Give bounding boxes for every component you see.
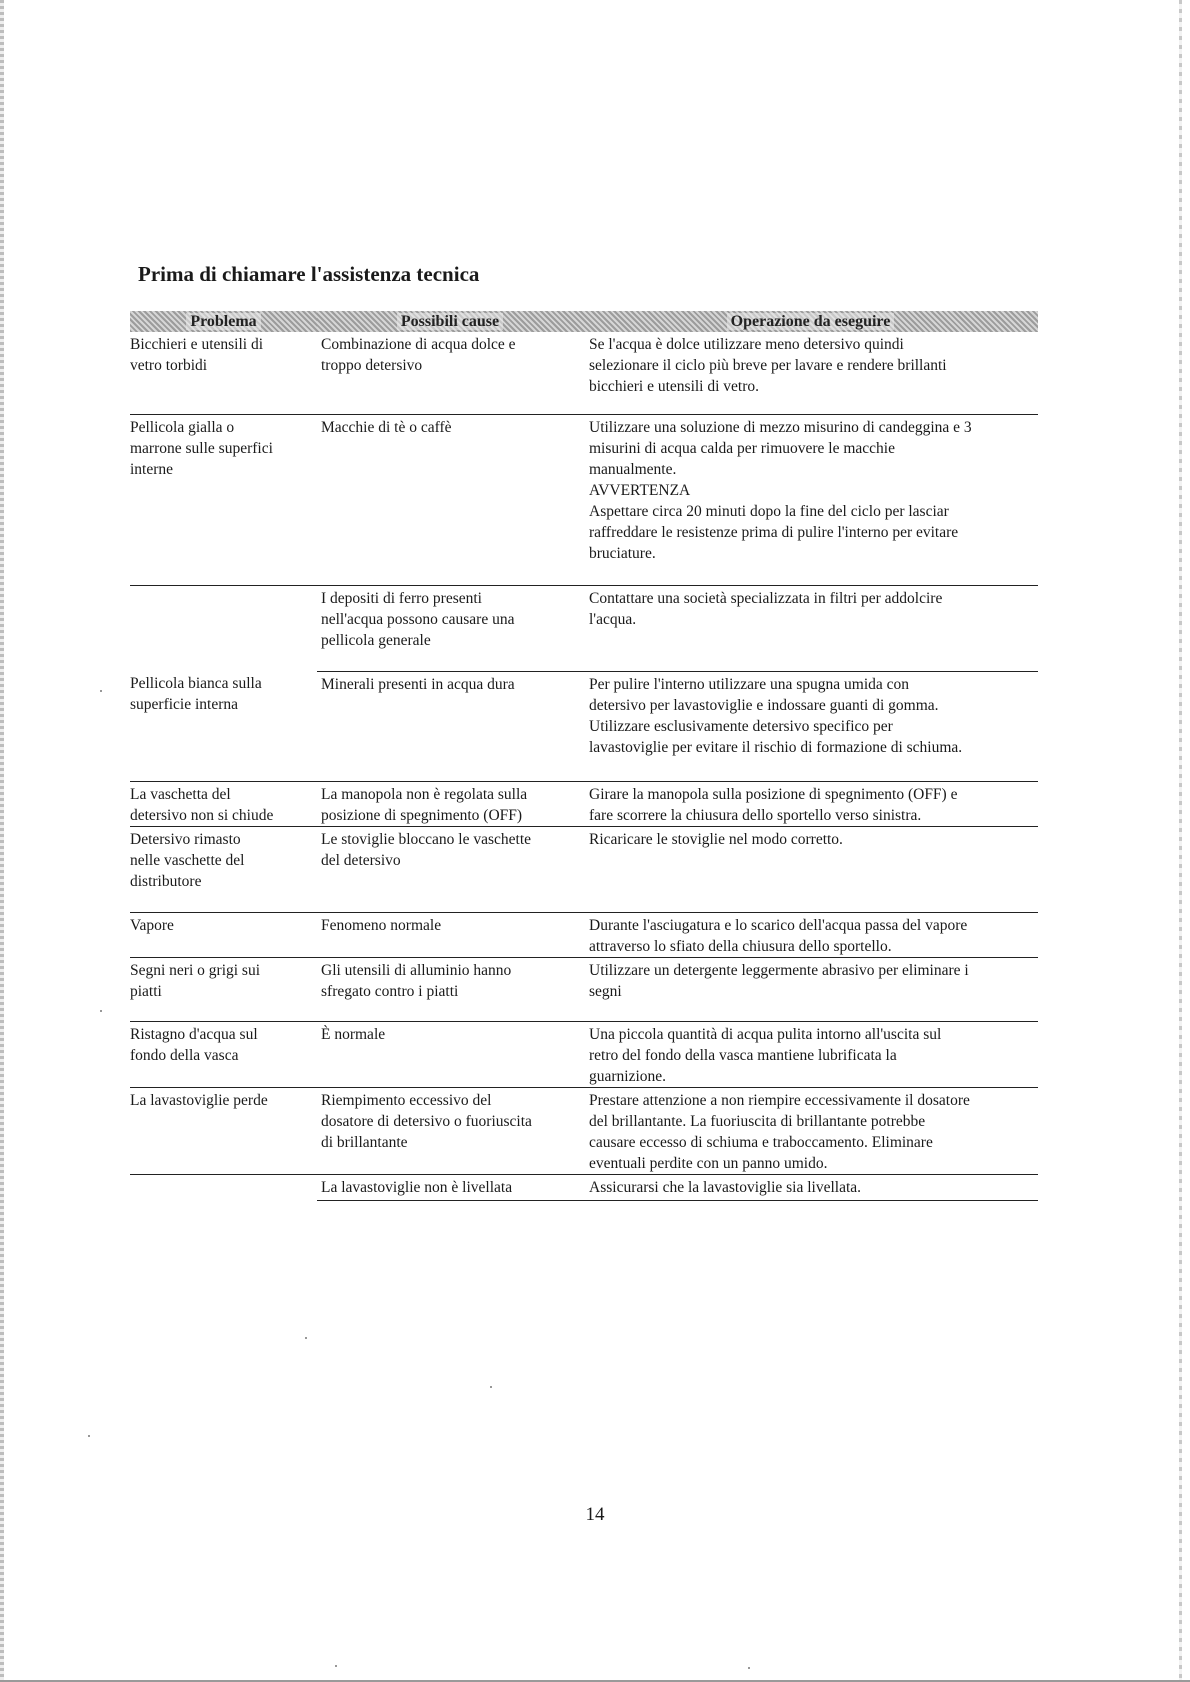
cause-cell: Combinazione di acqua dolce e troppo detersivo [317,332,583,414]
cause-cell: La lavastoviglie non è livellata [317,1174,583,1200]
table-row [130,585,1038,671]
action-cell: Prestare attenzione a non riempire eccessivamente il dosatore del brillantante. La fuoriuscita di brillantante potrebbe causare eccesso di schiuma e traboccamento. Eliminare eventuali perdite con un panno umido. [583,1087,1038,1174]
action-cell: Utilizzare una soluzione di mezzo misurino di candeggina e 3 misurini di acqua calda per rimuovere le macchie manualmente. AVVERTENZA Aspettare circa 20 minuti dopo la fine del ciclo per lasciar raffreddare le resistenze prima di pulire l'interno per evitare bruciature. [583,414,1038,585]
page-number: 14 [585,1504,605,1525]
scan-speck [490,1386,492,1388]
cause-cell: Fenomeno normale [317,912,583,957]
cause-cell: Minerali presenti in acqua dura [317,671,583,781]
scan-left-edge [0,0,4,1682]
action-cell: Per pulire l'interno utilizzare una spugna umida con detersivo per lavastoviglie e indossare guanti di gomma. Utilizzare esclusivamente detersivo specifico per lavastoviglie per evitare il rischio di formazione di schiuma. [583,671,1038,781]
problem-cell: Pellicola bianca sulla superficie interna [130,671,317,781]
header-problem: Problema [130,311,317,332]
cause-cell: Gli utensili di alluminio hanno sfregato contro i piatti [317,957,583,1021]
scan-speck [88,1435,90,1437]
action-cell: Utilizzare un detergente leggermente abrasivo per eliminare i segni [583,957,1038,1021]
problem-cell: La vaschetta del detersivo non si chiude [130,781,317,826]
action-cell: Se l'acqua è dolce utilizzare meno detersivo quindi selezionare il ciclo più breve per lavare e rendere brillanti bicchieri e utensili di vetro. [583,332,1038,414]
cause-cell: Le stoviglie bloccano le vaschette del detersivo [317,826,583,912]
action-cell: Ricaricare le stoviglie nel modo corretto. [583,826,1038,912]
page-title: Prima di chiamare l'assistenza tecnica [138,262,480,286]
table-row [130,957,1038,1021]
problem-cell: Segni neri o grigi sui piatti [130,957,317,1021]
action-cell: Assicurarsi che la lavastoviglie sia livellata. [583,1174,1038,1200]
table-row [130,1174,1038,1200]
action-cell: Girare la manopola sulla posizione di spegnimento (OFF) e fare scorrere la chiusura dello sportello verso sinistra. [583,781,1038,826]
table-row [130,781,1038,826]
problem-cell: Bicchieri e utensili di vetro torbidi [130,332,317,414]
troubleshooting-table [130,311,1038,1201]
scan-speck [100,690,102,692]
table-row [130,826,1038,912]
header-causes: Possibili cause [317,311,583,332]
action-cell: Durante l'asciugatura e lo scarico dell'acqua passa del vapore attraverso lo sfiato della chiusura dello sportello. [583,912,1038,957]
scan-speck [100,1010,102,1012]
problem-cell: La lavastoviglie perde [130,1087,317,1174]
cause-cell: La manopola non è regolata sulla posizione di spegnimento (OFF) [317,781,583,826]
problem-cell: Ristagno d'acqua sul fondo della vasca [130,1021,317,1087]
action-cell: Contattare una società specializzata in filtri per addolcire l'acqua. [583,585,1038,671]
problem-cell: Detersivo rimasto nelle vaschette del distributore [130,826,317,912]
table-row [130,1087,1038,1174]
problem-cell: Pellicola gialla o marrone sulle superfici interne [130,414,317,585]
table-row [130,912,1038,957]
table-row [130,414,1038,585]
problem-cell: Vapore [130,912,317,957]
table-header-row [130,311,1038,332]
cause-cell: È normale [317,1021,583,1087]
problem-cell [130,585,317,671]
cause-cell: Macchie di tè o caffè [317,414,583,585]
table-body [130,332,1038,1200]
header-action: Operazione da eseguire [583,311,1038,332]
table-row [130,671,1038,781]
table-row [130,332,1038,414]
scan-speck [748,1667,750,1669]
cause-cell: Riempimento eccessivo del dosatore di detersivo o fuoriuscita di brillantante [317,1087,583,1174]
action-cell: Una piccola quantità di acqua pulita intorno all'uscita sul retro del fondo della vasca mantiene lubrificata la guarnizione. [583,1021,1038,1087]
scan-right-edge [1179,0,1182,1682]
scan-speck [305,1337,307,1339]
problem-cell [130,1174,317,1200]
cause-cell: I depositi di ferro presenti nell'acqua possono causare una pellicola generale [317,585,583,671]
scan-speck [335,1665,337,1667]
table-row [130,1021,1038,1087]
